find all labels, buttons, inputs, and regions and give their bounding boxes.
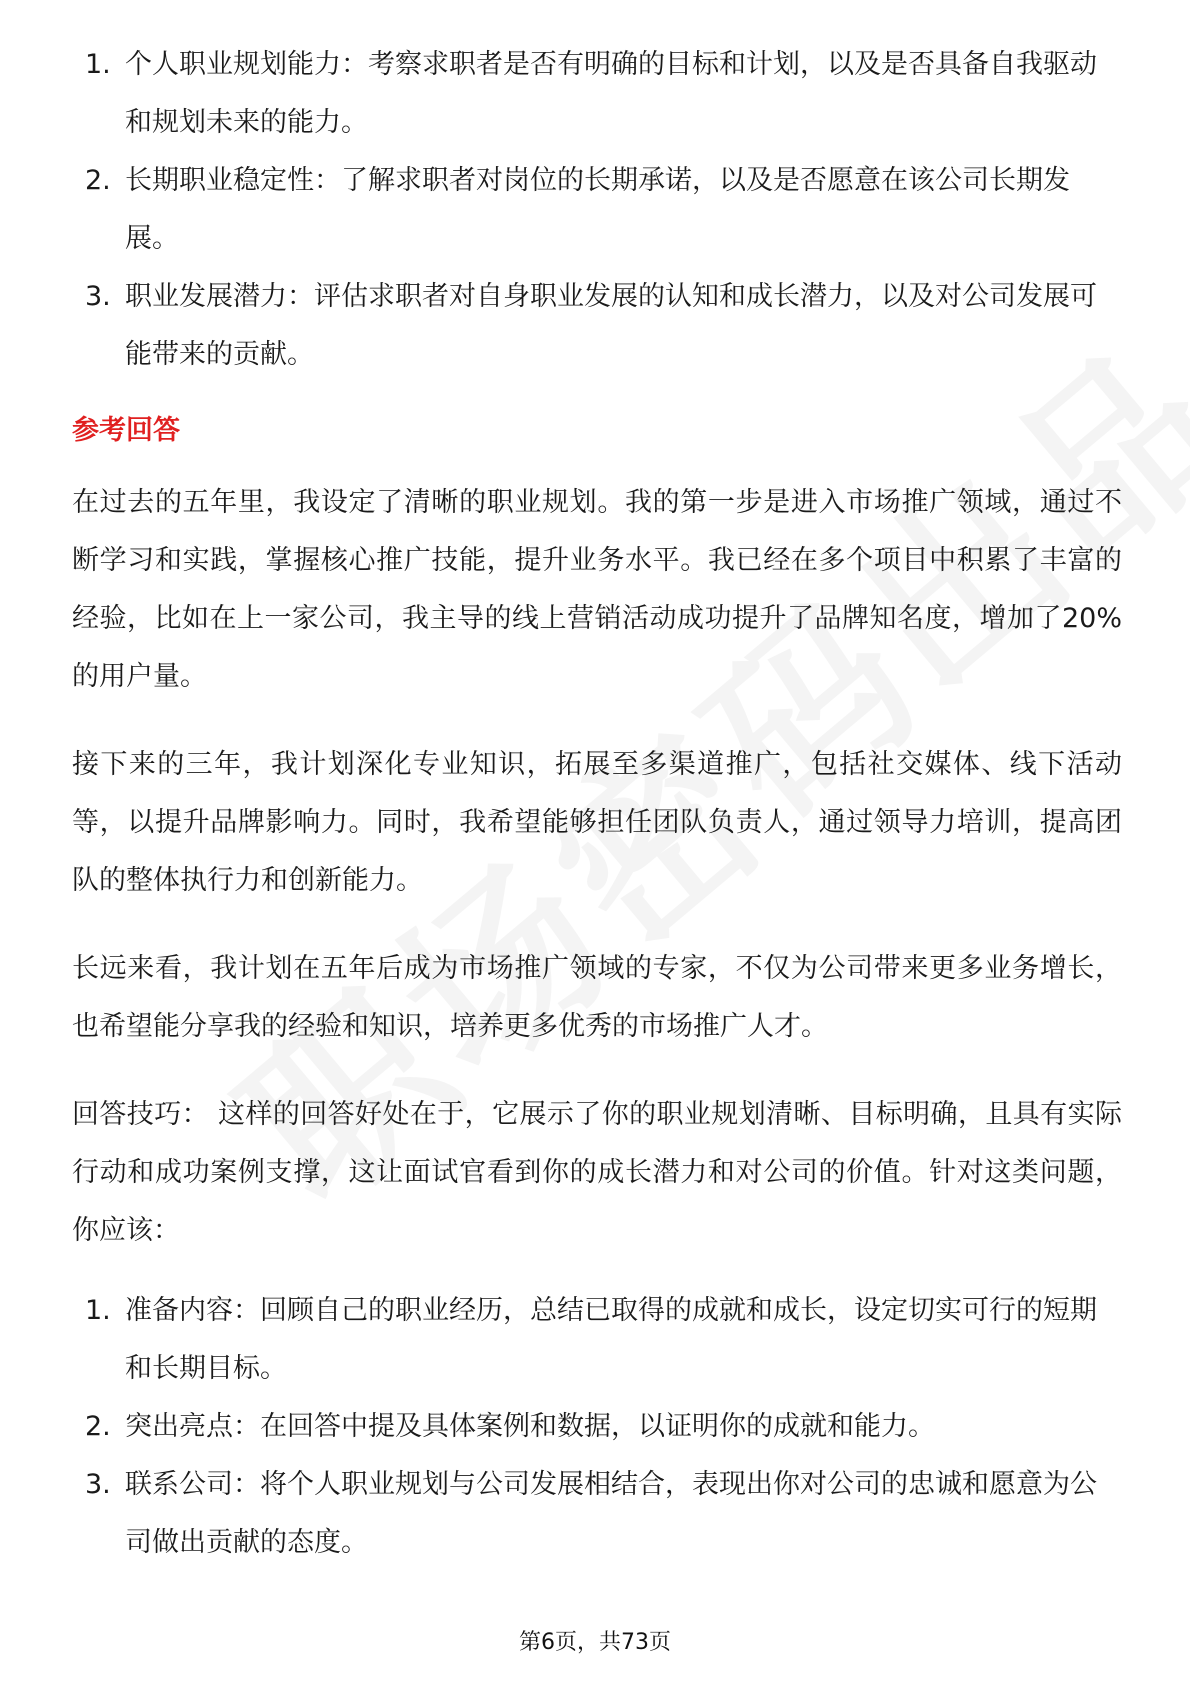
- list-item: [72, 1456, 1122, 1572]
- answer-paragraph: 在过去的五年里，我设定了清晰的职业规划。我的第一步是进入市场推广领域，通过不断学习和实践，掌握核心推广技能，提升业务水平。我已经在多个项目中积累了丰富的经验，比如在上一家公司，我主导的线上营销活动成功提升了品牌知名度，增加了20%的用户量。: [72, 487, 1122, 692]
- list-item: [72, 1398, 1122, 1456]
- list-item: [72, 268, 1122, 384]
- list-item-number: 3.: [85, 1469, 111, 1500]
- evaluation-points-list: [72, 36, 1122, 384]
- list-item-text: 准备内容：回顾自己的职业经历，总结已取得的成就和成长，设定切实可行的短期和长期目标。: [125, 1295, 1097, 1384]
- section-heading: 参考回答: [72, 415, 180, 446]
- list-item-number: 3.: [85, 281, 111, 312]
- list-item-number: 2.: [85, 165, 111, 196]
- list-item: [72, 1282, 1122, 1398]
- list-item-text: 个人职业规划能力：考察求职者是否有明确的目标和计划，以及是否具备自我驱动和规划未来的能力。: [125, 49, 1097, 138]
- list-item-text: 突出亮点：在回答中提及具体案例和数据，以证明你的成就和能力。: [125, 1411, 935, 1442]
- page-footer: 第6页，共73页: [519, 1630, 671, 1655]
- answer-paragraph: 长远来看，我计划在五年后成为市场推广领域的专家，不仅为公司带来更多业务增长，也希望能分享我的经验和知识，培养更多优秀的市场推广人才。: [72, 953, 1122, 1042]
- page-content: [72, 36, 1122, 1572]
- list-item-number: 2.: [85, 1411, 111, 1442]
- list-item-number: 1.: [85, 49, 111, 80]
- list-item-text: 长期职业稳定性：了解求职者对岗位的长期承诺，以及是否愿意在该公司长期发展。: [125, 165, 1070, 254]
- list-item-number: 1.: [85, 1295, 111, 1326]
- tips-paragraph: 回答技巧： 这样的回答好处在于，它展示了你的职业规划清晰、目标明确，且具有实际行动和成功案例支撑，这让面试官看到你的成长潜力和对公司的价值。针对这类问题，你应该：: [72, 1099, 1122, 1246]
- answer-paragraph: 接下来的三年，我计划深化专业知识，拓展至多渠道推广，包括社交媒体、线下活动等，以提升品牌影响力。同时，我希望能够担任团队负责人，通过领导力培训，提高团队的整体执行力和创新能力。: [72, 749, 1122, 896]
- list-item: [72, 36, 1122, 152]
- tips-list: [72, 1282, 1122, 1572]
- list-item-text: 职业发展潜力：评估求职者对自身职业发展的认知和成长潜力，以及对公司发展可能带来的贡献。: [125, 281, 1097, 370]
- list-item: [72, 152, 1122, 268]
- list-item-text: 联系公司：将个人职业规划与公司发展相结合，表现出你对公司的忠诚和愿意为公司做出贡献的态度。: [125, 1469, 1097, 1558]
